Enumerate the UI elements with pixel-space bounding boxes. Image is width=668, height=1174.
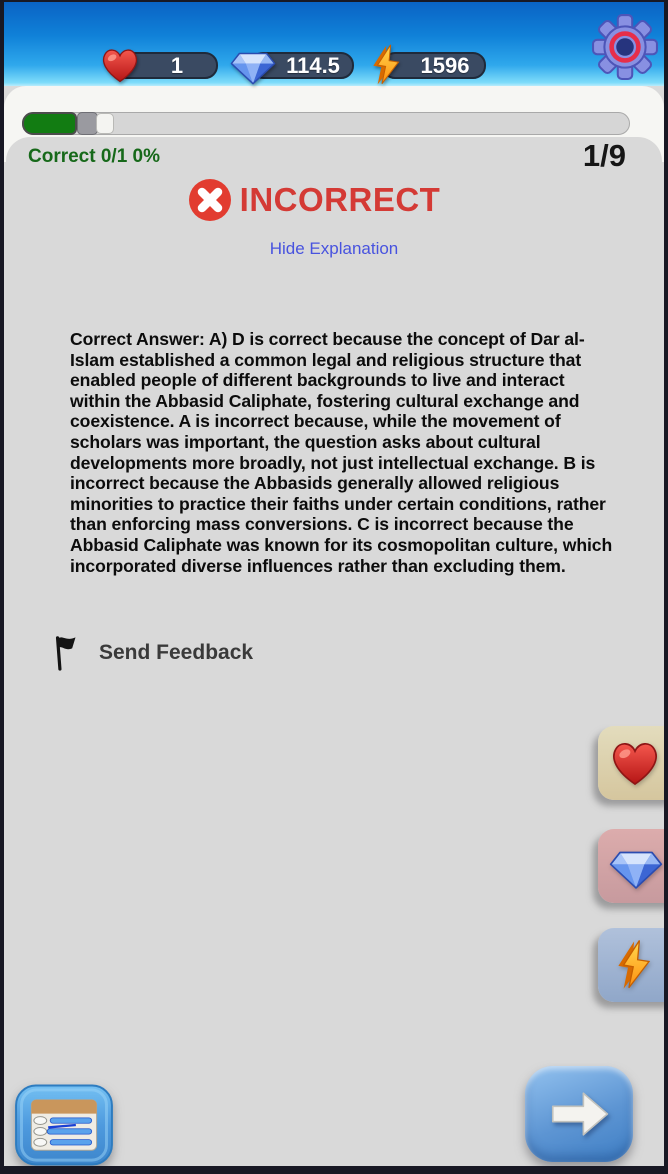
top-bar (4, 2, 664, 86)
progress-fill (22, 112, 77, 135)
hearts-action-button[interactable] (598, 726, 664, 800)
hearts-count: 1 (114, 52, 218, 79)
next-button[interactable] (525, 1066, 633, 1162)
correct-stats-label: Correct 0/1 0% (28, 146, 161, 167)
flag-icon (50, 634, 84, 672)
quiz-result-panel (6, 137, 662, 1166)
gear-icon (592, 14, 658, 80)
bolt-icon (607, 937, 663, 993)
incorrect-label: INCORRECT (239, 181, 441, 218)
gem-icon (228, 42, 278, 88)
progress-thumb[interactable] (77, 112, 98, 135)
gem-icon (607, 839, 664, 893)
arrow-right-icon (544, 1079, 614, 1149)
progress-thumb-highlight (96, 113, 114, 134)
hearts-stat (98, 44, 218, 86)
result-status (6, 178, 622, 222)
question-counter: 1/9 (582, 138, 626, 173)
hide-explanation-link[interactable]: Hide Explanation (6, 238, 662, 260)
explanation-text: Correct Answer: A) D is correct because the concept of Dar al-Islam established a common legal and religious structure that enabled people of different backgrounds to live and interact within the Abbasid Caliphate, fostering cultural exchange and coexistence. A is incorrect because, while the movement of scholars was important, the question asks about cultural developments more broadly, not just intellectual exchange. B is incorrect because the Abbasids generally allowed religious minorities to practice their faiths under certain conditions, rather than enforcing mass conversions. C is incorrect because the Abbasid Caliphate was known for its cosmopolitan culture, which incorporated diverse influences rather than excluding them. (70, 329, 613, 576)
list-icon (14, 1084, 114, 1166)
energy-stat (364, 41, 486, 89)
energy-count: 1596 (382, 52, 486, 79)
question-list-button[interactable] (14, 1084, 114, 1166)
bolt-icon (364, 41, 410, 89)
send-feedback-button[interactable] (50, 634, 253, 672)
gems-action-button[interactable] (598, 829, 664, 903)
heart-icon (607, 736, 663, 790)
app-screen (4, 2, 664, 1166)
gems-stat (228, 42, 354, 88)
progress-slider[interactable] (22, 112, 630, 135)
gems-count: 114.5 (250, 52, 354, 79)
heart-icon (98, 44, 142, 86)
send-feedback-label: Send Feedback (99, 641, 254, 664)
settings-button[interactable] (592, 14, 658, 80)
energy-action-button[interactable] (598, 928, 664, 1002)
x-circle-icon (188, 178, 232, 222)
currency-stats (98, 41, 486, 89)
